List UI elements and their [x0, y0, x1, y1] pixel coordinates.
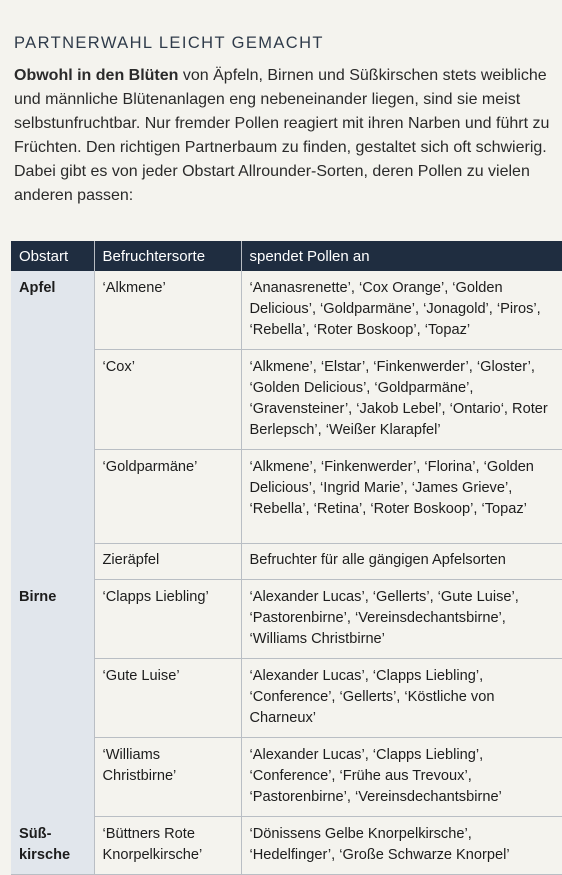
sorte-cell: Zieräpfel [94, 544, 241, 580]
pollen-cell: ‘Alkmene’, ‘Finkenwerder’, ‘Florina’, ‘Golden Delicious’, ‘Ingrid Marie’, ‘James Grieve’, ‘Rebella’, ‘Retina’, ‘Roter Boskoop’, ‘Topaz’ [241, 450, 562, 544]
pollen-cell: ‘Ananasrenette’, ‘Cox Orange’, ‘Golden Delicious’, ‘Goldparmäne’, ‘Jonagold’, ‘Piros’, ‘Rebella’, ‘Roter Boskoop’, ‘Topaz’ [241, 271, 562, 350]
obstart-cell-suesskirsche: Süß- kirsche [11, 817, 94, 875]
pollen-cell: ‘Alkmene’, ‘Elstar’, ‘Finkenwerder’, ‘Gloster’, ‘Golden Delicious’, ‘Goldparmäne’, ‘Gravensteiner’, ‘Jakob Lebel’, ‘Ontario‘, Roter Berlepsch’, ‘Weißer Klarapfel’ [241, 350, 562, 450]
sorte-cell: ‘Alkmene’ [94, 271, 241, 350]
table-header-row [11, 241, 562, 271]
intro-lead: Obwohl in den Blüten [14, 67, 179, 84]
table-row [11, 271, 562, 350]
table-row [11, 580, 562, 659]
pollen-cell: Befruchter für alle gängigen Apfelsorten [241, 544, 562, 580]
sorte-cell: ‘Goldparmäne’ [94, 450, 241, 544]
sorte-cell: ‘Büttners Rote Knorpelkirsche’ [94, 817, 241, 875]
pollen-cell: ‘Dönissens Gelbe Knorpelkirsche’, ‘Hedelfinger’, ‘Große Schwarze Knorpel’ [241, 817, 562, 875]
sorte-cell: ‘Williams Christbirne’ [94, 738, 241, 817]
header-befruchtersorte: Befruchtersorte [94, 241, 241, 271]
section-heading: PARTNERWAHL LEICHT GEMACHT [14, 34, 324, 52]
sorte-cell: ‘Gute Luise’ [94, 659, 241, 738]
table-row [11, 450, 562, 544]
table-row [11, 659, 562, 738]
pollen-cell: ‘Alexander Lucas’, ‘Gellerts’, ‘Gute Luise’, ‘Pastorenbirne’, ‘Vereinsdechantsbirne’, ‘Williams Christbirne’ [241, 580, 562, 659]
obstart-cell-birne: Birne [11, 580, 94, 817]
sorte-cell: ‘Cox’ [94, 350, 241, 450]
header-spendet-pollen: spendet Pollen an [241, 241, 562, 271]
table-row [11, 738, 562, 817]
header-obstart: Obstart [11, 241, 94, 271]
table-row [11, 817, 562, 875]
pollen-cell: ‘Alexander Lucas’, ‘Clapps Liebling’, ‘Conference’, ‘Frühe aus Trevoux’, ‘Pastorenbirne’, ‘Vereinsdechantsbirne’ [241, 738, 562, 817]
intro-paragraph [14, 64, 559, 208]
sorte-cell: ‘Clapps Liebling’ [94, 580, 241, 659]
pollinator-table [11, 241, 562, 875]
obstart-cell-apfel: Apfel [11, 271, 94, 580]
intro-text: von Äpfeln, Birnen und Süßkirschen stets weibliche und männliche Blütenanlagen eng nebeneinander liegen, sind sie meist selbstunfruchtbar. Nur fremder Pollen reagiert mit ihren Narben und führt zu Früchten. Den richtigen Partnerbaum zu finden, gestaltet sich oft schwierig. Dabei gibt es von jeder Obstart Allrounder-Sorten, deren Pollen zu vielen anderen passen: [14, 67, 550, 204]
table-row [11, 544, 562, 580]
pollen-cell: ‘Alexander Lucas’, ‘Clapps Liebling’, ‘Conference’, ‘Gellerts’, ‘Köstliche von Charneux’ [241, 659, 562, 738]
table-row [11, 350, 562, 450]
